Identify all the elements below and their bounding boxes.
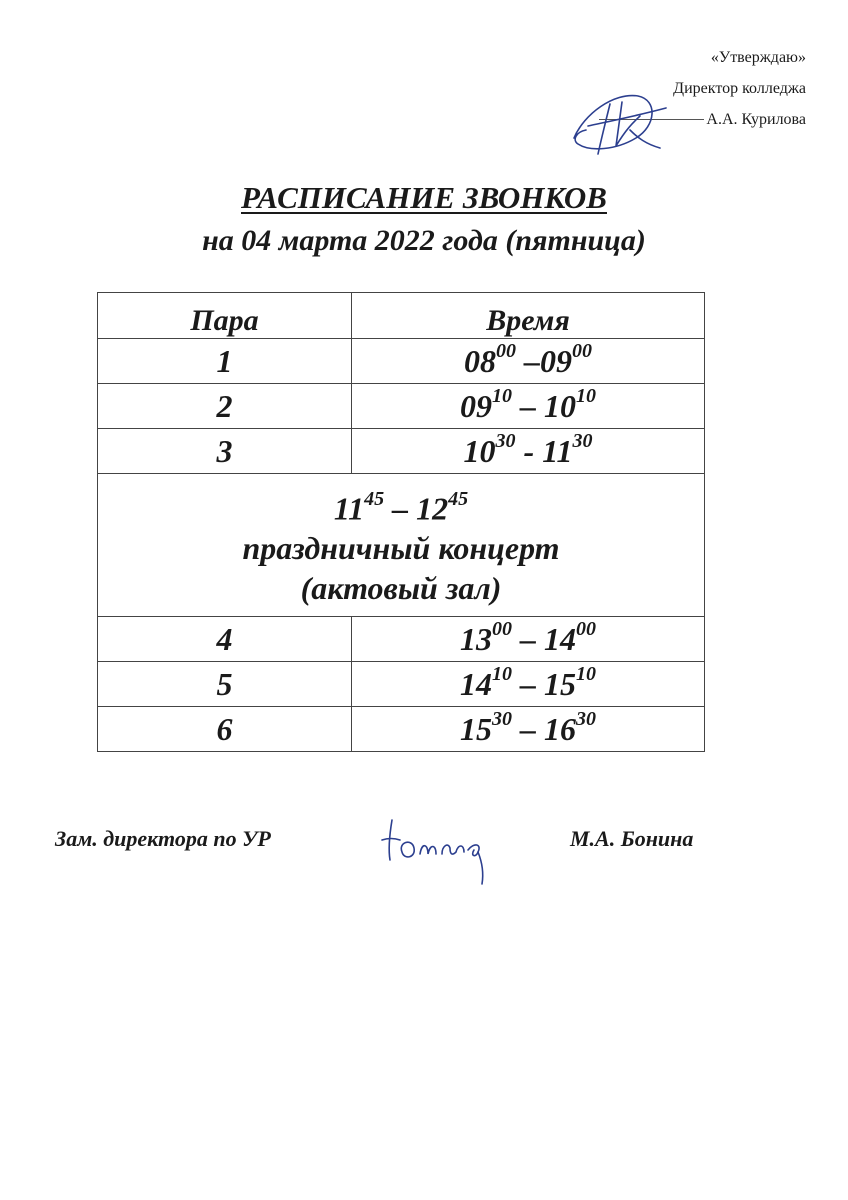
director-position: Директор колледжа xyxy=(673,80,806,97)
title-main: РАСПИСАНИЕ ЗВОНКОВ xyxy=(241,180,607,215)
lesson-time: $08^{00}$ $-09^{00}$ xyxy=(352,339,705,384)
document-title xyxy=(0,176,848,262)
header-time: Время xyxy=(352,293,705,339)
table-row xyxy=(98,662,705,707)
lesson-number: 1 xyxy=(98,339,352,384)
bell-schedule-table xyxy=(97,292,705,752)
concert-time: $11^{45} - 12^{45}$ xyxy=(333,487,469,527)
concert-event: праздничный концерт xyxy=(242,530,560,567)
concert-location: (актовый зал) xyxy=(300,570,502,607)
lesson-time: $09^{10} - 10^{10}$ xyxy=(352,384,705,429)
director-signature xyxy=(566,86,676,166)
lesson-time: $15^{30} - 16^{30}$ xyxy=(352,707,705,752)
approval-label: «Утверждаю» xyxy=(710,49,806,66)
deputy-name: М.А. Бонина xyxy=(570,826,694,851)
table-header-row xyxy=(98,293,705,339)
lesson-number: 6 xyxy=(98,707,352,752)
deputy-signature xyxy=(378,812,508,888)
table-row xyxy=(98,617,705,662)
table-row xyxy=(98,429,705,474)
lesson-number: 2 xyxy=(98,384,352,429)
lesson-time: $10^{30} - 11^{30}$ xyxy=(352,429,705,474)
lesson-number: 4 xyxy=(98,617,352,662)
table-row xyxy=(98,339,705,384)
deputy-position: Зам. директора по УР xyxy=(55,826,271,851)
director-name: А.А. Курилова xyxy=(706,111,806,128)
lesson-number: 5 xyxy=(98,662,352,707)
lesson-time: $13^{00} - 14^{00}$ xyxy=(352,617,705,662)
table-row xyxy=(98,384,705,429)
concert-cell xyxy=(98,474,705,617)
title-subtitle: на 04 марта 2022 года (пятница) xyxy=(202,224,646,257)
lesson-number: 3 xyxy=(98,429,352,474)
lesson-time: $14^{10} - 15^{10}$ xyxy=(352,662,705,707)
table-row xyxy=(98,707,705,752)
concert-row xyxy=(98,474,705,617)
header-para: Пара xyxy=(98,293,352,339)
